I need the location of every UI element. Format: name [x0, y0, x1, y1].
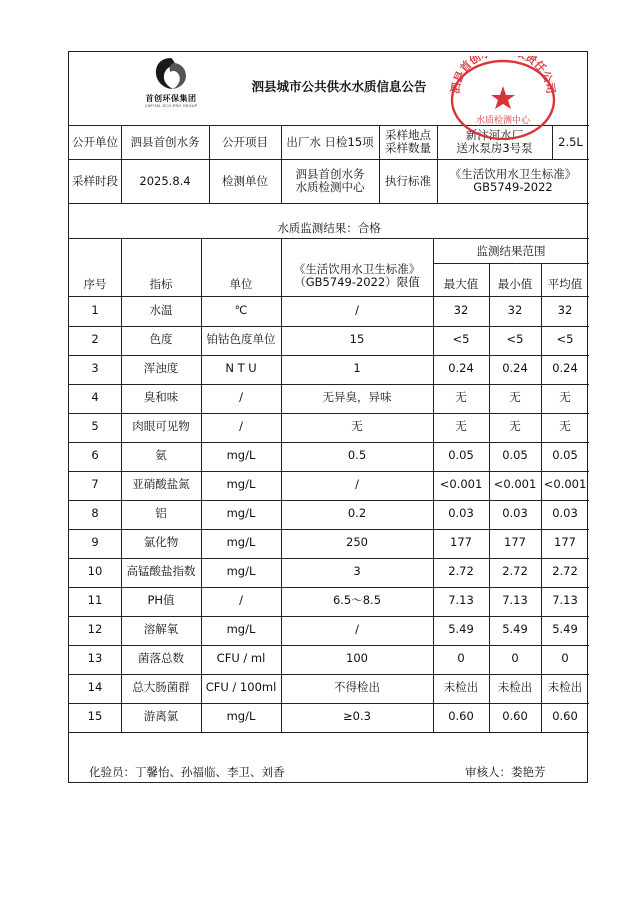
row-max: 177 [450, 535, 472, 549]
row-no: 13 [87, 651, 103, 665]
row-indicator: 溶解氧 [143, 622, 179, 636]
lab-line-1: 泗县首创水务 [295, 167, 365, 181]
item-label: 公开项目 [222, 134, 268, 149]
row-avg: 5.49 [552, 622, 578, 636]
company-logo [127, 56, 215, 110]
row-no: 10 [87, 564, 103, 578]
row-unit: / [239, 419, 243, 433]
row-limit: / [355, 303, 359, 317]
row-min: 0.60 [502, 709, 528, 723]
header-max: 最大值 [443, 277, 479, 291]
logo-mark-icon [151, 56, 191, 92]
row-no: 5 [91, 419, 99, 433]
svg-text:水质检测中心: 水质检测中心 [475, 116, 531, 126]
period-value: 2025.8.4 [139, 173, 191, 188]
row-unit: ℃ [234, 303, 248, 317]
row-max: 0.24 [448, 361, 474, 375]
row-unit: N T U [225, 361, 257, 375]
header-min: 最小值 [497, 277, 533, 291]
header-avg: 平均值 [547, 277, 583, 291]
row-limit: 15 [349, 332, 365, 346]
row-unit: 铂钴色度单位 [206, 332, 276, 346]
row-unit: / [239, 593, 243, 607]
row-no: 1 [91, 303, 99, 317]
row-limit: 100 [346, 651, 368, 665]
row-max: 未检出 [443, 680, 479, 694]
row-avg: <0.001 [543, 477, 587, 491]
row-avg: 2.72 [552, 564, 578, 578]
logo-company-name: 首创环保集团 [145, 94, 197, 103]
logo-company-english: CAPITAL ECO-PRO GROUP [144, 104, 198, 108]
row-unit: CFU / ml [216, 651, 266, 665]
row-indicator: 高锰酸盐指数 [126, 564, 196, 578]
reviewer-signature-line: 审核人：娄艳芳 [465, 765, 546, 779]
row-min: 无 [509, 390, 521, 404]
header-limit [281, 258, 433, 294]
row-max: 7.13 [448, 593, 474, 607]
row-no: 9 [91, 535, 99, 549]
row-avg: 0.24 [552, 361, 578, 375]
row-avg: 0 [561, 651, 569, 665]
row-unit: mg/L [226, 709, 256, 723]
row-unit: mg/L [226, 506, 256, 520]
row-min: 7.13 [502, 593, 528, 607]
row-avg: 32 [557, 303, 573, 317]
row-max: 0.60 [448, 709, 474, 723]
standard-label: 执行标准 [385, 173, 431, 188]
row-indicator: 氯化物 [143, 535, 179, 549]
row-avg: 7.13 [552, 593, 578, 607]
row-indicator: 铝 [155, 506, 167, 520]
header-unit: 单位 [229, 277, 253, 291]
quantity-value: 2.5L [558, 134, 583, 149]
row-indicator: 菌落总数 [138, 651, 184, 665]
row-min: <5 [506, 332, 524, 346]
row-avg: 0.05 [552, 448, 578, 462]
page-title: 泗县城市公共供水水质信息公告 [251, 78, 427, 94]
publisher-value: 泗县首创水务 [130, 134, 200, 149]
row-indicator: 总大肠菌群 [132, 680, 190, 694]
standard-value [437, 159, 589, 203]
row-limit: / [355, 622, 359, 636]
row-avg: 0.03 [552, 506, 578, 520]
row-no: 4 [91, 390, 99, 404]
notice-sheet [68, 51, 588, 783]
header-no: 序号 [83, 277, 107, 291]
header-limit-line-2: （GB5749-2022）限值 [294, 275, 420, 289]
row-avg: 无 [559, 419, 571, 433]
standard-line-2: GB5749-2022 [473, 180, 553, 194]
site-label: 采样地点 [385, 128, 431, 142]
row-min: 5.49 [502, 622, 528, 636]
row-no: 15 [87, 709, 103, 723]
row-max: 0 [457, 651, 465, 665]
row-min: 177 [504, 535, 526, 549]
row-min: 0.03 [502, 506, 528, 520]
row-limit: 不得检出 [334, 680, 380, 694]
row-indicator: 肉眼可见物 [132, 419, 190, 433]
row-indicator: PH值 [147, 593, 175, 607]
header-indicator: 指标 [149, 277, 173, 291]
header-range: 监测结果范围 [476, 243, 546, 258]
row-limit: 6.5～8.5 [332, 593, 382, 607]
row-avg: 未检出 [547, 680, 583, 694]
row-min: 0.24 [502, 361, 528, 375]
row-indicator: 氨 [155, 448, 167, 462]
row-max: 0.03 [448, 506, 474, 520]
svg-text:泗县首创水务有限责任公司: 泗县首创 责任公司 [448, 56, 558, 95]
row-indicator: 色度 [149, 332, 173, 346]
row-limit: 无 [351, 419, 363, 433]
row-limit: 0.5 [347, 448, 367, 462]
row-max: 32 [453, 303, 469, 317]
standard-line-1: 《生活饮用水卫生标准》 [449, 167, 577, 181]
row-no: 6 [91, 448, 99, 462]
row-indicator: 浑浊度 [143, 361, 179, 375]
row-no: 3 [91, 361, 99, 375]
row-no: 2 [91, 332, 99, 346]
row-min: 未检出 [497, 680, 533, 694]
row-min: 0 [511, 651, 519, 665]
row-max: 5.49 [448, 622, 474, 636]
lab-label: 检测单位 [222, 173, 268, 188]
row-limit: ≥0.3 [343, 709, 371, 723]
row-limit: 250 [346, 535, 368, 549]
row-unit: mg/L [226, 535, 256, 549]
row-avg: <5 [556, 332, 574, 346]
lab-value [281, 159, 379, 203]
result-text: 水质监测结果：合格 [277, 220, 381, 235]
row-min: 32 [507, 303, 523, 317]
row-no: 11 [87, 593, 103, 607]
row-limit: / [355, 477, 359, 491]
row-unit: / [239, 390, 243, 404]
publisher-label: 公开单位 [72, 134, 118, 149]
seal-icon [447, 56, 559, 140]
official-seal [447, 56, 559, 140]
site-quantity-labels [379, 125, 437, 159]
row-max: 0.05 [448, 448, 474, 462]
row-max: 无 [455, 419, 467, 433]
row-indicator: 臭和味 [143, 390, 179, 404]
row-avg: 177 [554, 535, 576, 549]
row-unit: mg/L [226, 564, 256, 578]
site-name: 新汴河水厂 [465, 128, 524, 142]
row-no: 12 [87, 622, 103, 636]
row-unit: mg/L [226, 622, 256, 636]
row-no: 7 [91, 477, 99, 491]
item-value: 出厂水 日检15项 [286, 134, 374, 149]
row-max: <0.001 [439, 477, 483, 491]
row-max: 无 [455, 390, 467, 404]
row-no: 14 [87, 680, 103, 694]
row-max: 2.72 [448, 564, 474, 578]
testers-signature-line: 化验员：丁馨怡、孙福临、李卫、刘香 [89, 765, 285, 779]
quantity-label: 采样数量 [385, 141, 431, 155]
row-indicator: 水温 [149, 303, 173, 317]
row-limit: 1 [353, 361, 361, 375]
row-limit: 3 [353, 564, 361, 578]
row-indicator: 亚硝酸盐氮 [132, 477, 190, 491]
row-min: 0.05 [502, 448, 528, 462]
row-min: 2.72 [502, 564, 528, 578]
row-indicator: 游离氯 [143, 709, 179, 723]
period-label: 采样时段 [72, 173, 118, 188]
row-max: <5 [452, 332, 470, 346]
row-unit: mg/L [226, 477, 256, 491]
header-limit-line-1: 《生活饮用水卫生标准》 [293, 262, 421, 276]
lab-line-2: 水质检测中心 [295, 180, 365, 194]
row-no: 8 [91, 506, 99, 520]
row-limit: 无异臭，异味 [322, 390, 392, 404]
row-min: 无 [509, 419, 521, 433]
row-min: <0.001 [493, 477, 537, 491]
row-avg: 0.60 [552, 709, 578, 723]
row-limit: 0.2 [347, 506, 367, 520]
site-pump: 送水泵房3号泵 [456, 141, 533, 155]
row-unit: mg/L [226, 448, 256, 462]
row-avg: 无 [559, 390, 571, 404]
row-unit: CFU / 100ml [205, 680, 277, 694]
